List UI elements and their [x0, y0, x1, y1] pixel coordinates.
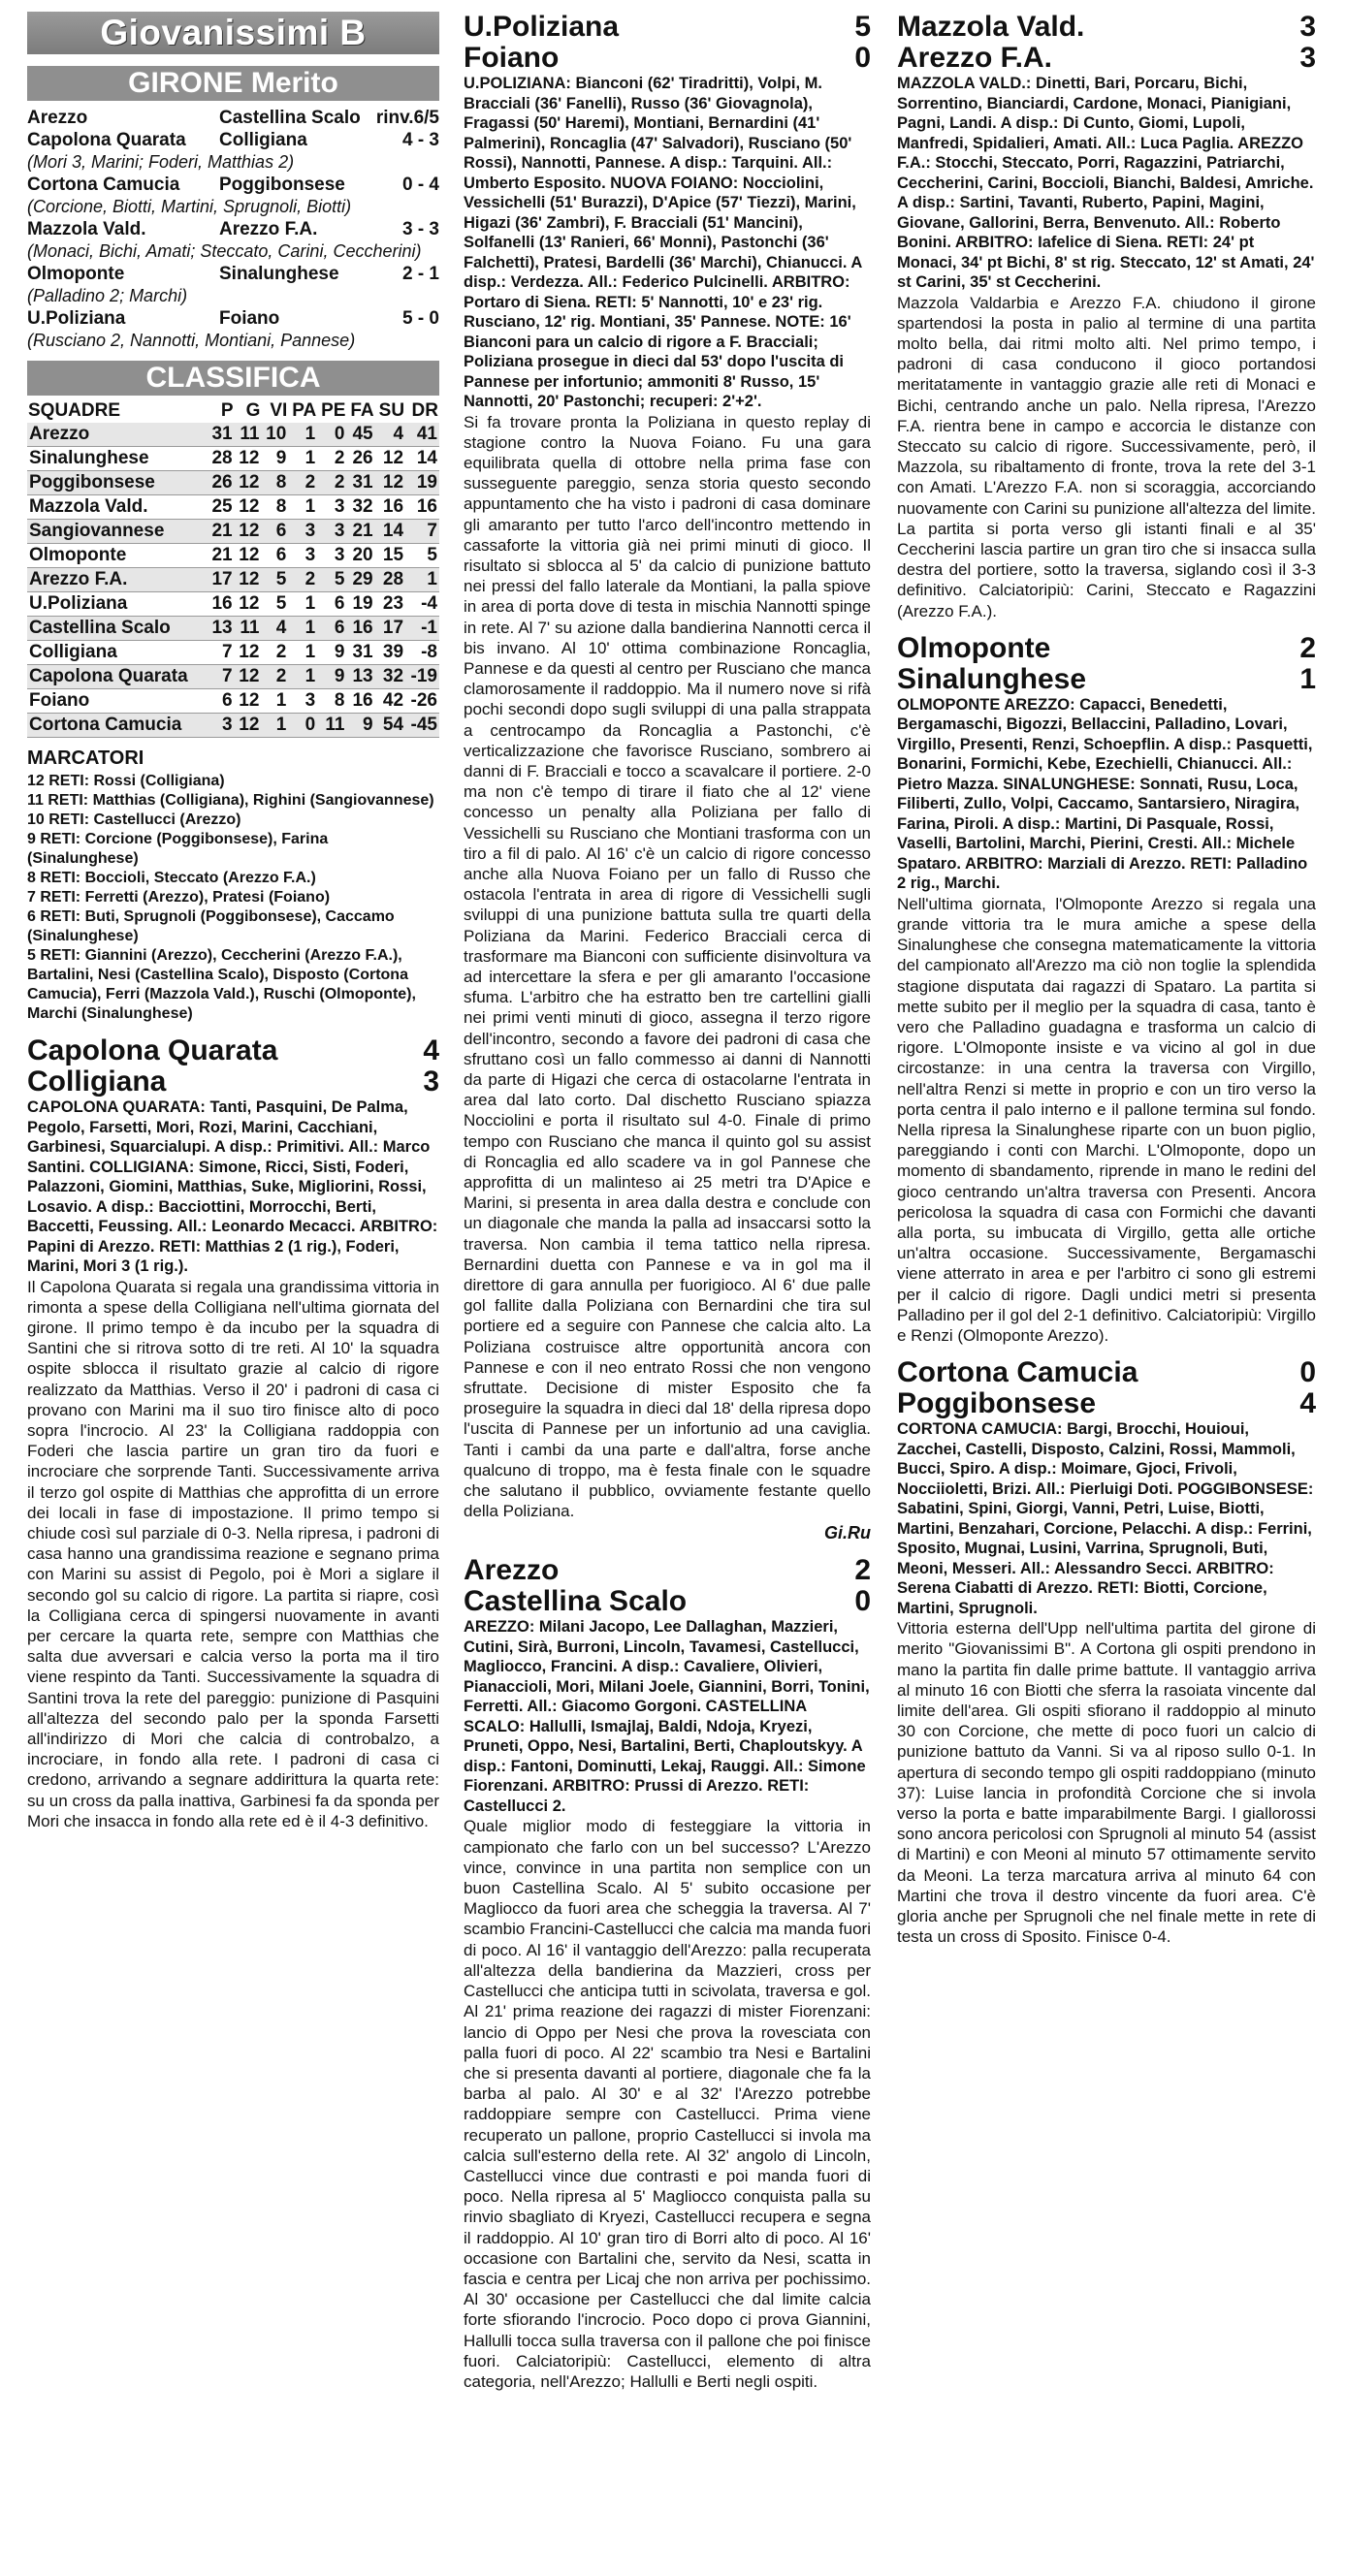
standings-value: 13	[208, 617, 235, 641]
standings-value: 11	[235, 423, 262, 447]
scorer-line	[27, 869, 439, 888]
standings-value: 3	[317, 495, 346, 520]
result-row	[27, 129, 439, 151]
column-middle	[464, 0, 871, 2392]
scorer-names: Giannini (Arezzo), Ceccherini (Arezzo F.A.), Bartalini, Nesi (Castellina Scalo), Disposto (Cortona Camucia), Ferri (Mazzola Vald.), Ruschi (Olmoponte), Marchi (Sinalunghese)	[27, 947, 416, 1022]
standings-header-cell: SQUADRE	[28, 400, 121, 421]
standings-value: 3	[288, 544, 317, 568]
standings-team: Foiano	[27, 689, 208, 714]
standings-value: 12	[235, 520, 262, 544]
standings-value: 16	[346, 689, 374, 714]
scorer-names: Buti, Sprugnoli (Poggibonsese), Caccamo (Sinalunghese)	[27, 908, 395, 944]
standings-value: 42	[375, 689, 405, 714]
standings-value: 31	[346, 641, 374, 665]
scorer-goals: 7 RETI:	[27, 889, 85, 906]
result-home: Mazzola Vald.	[27, 219, 146, 239]
result-score: 0 - 4	[401, 175, 439, 195]
result-away: Poggibonsese	[219, 175, 345, 195]
match-report: Il Capolona Quarata si regala una grandissima vittoria in rimonta a spese della Colligiana nell'ultima giornata del girone. Il primo tempo è da incubo per la squadra di Santini che si ritrova sotto di tre reti. Al 10' la squadra ospite sblocca il risultato grazie al calcio di rigore realizzato da Matthias. Verso il 20' i padroni di casa ci provano con Marini ma il suo tiro finisce alto di poco sopra l'incrocio. Al 23' la Colligiana raddoppia con Foderi che lascia partire un gran tiro da fuori e incrociare che sorprende Tanti. Successivamente arriva il terzo gol ospite di Matthias che approfitta di un errore dei locali in fase di impostazione. Il primo tempo si chiude così sul parziale di 0-3. Nella ripresa, i padroni di casa hanno una grandissima reazione e segnano prima con Marini su assist di Pegolo, poi è Mori a siglare il secondo gol su calcio di rigore. La partita si riapre, così la Colligiana cerca di spingersi nuovamente in avanti per cercare la quarta rete, sempre con Matthias che salta due avversari e calcia verso la porta ma il tiro viene respinto da Tanti. Successivamente la squadra di Santini trova la rete del pareggio: punizione di Pasquini all'altezza del secondo palo per la sponda Farsetti all'indirizzo di Mori che calcia di controbalzo, a incrociare, in fondo alla rete. I padroni di casa ci credono, arrivando a segnare addirittura la quarta rete: su un cross da palla inattiva, Garbinesi fa da sponda per Mori che insacca in fondo alla rete ed è il 4-3 definitivo.	[27, 1277, 439, 1830]
standings-row	[27, 447, 439, 471]
standings-value: 16	[405, 495, 439, 520]
standings-value: 3	[288, 689, 317, 714]
standings-value: 32	[346, 495, 374, 520]
standings-value: 12	[235, 641, 262, 665]
standings-value: 13	[346, 665, 374, 689]
standings-value: 25	[208, 495, 235, 520]
match-lineups: MAZZOLA VALD.: Dinetti, Bari, Porcaru, Bichi, Sorrentino, Bianciardi, Cardone, Monaci, Pianigiani, Pagni, Landi. A disp.: Di Cunto, Giomi, Lupoli, Manfredi, Spidalieri, Amati. All.: Luca Paglia. AREZZO F.A.: Stocchi, Steccato, Porri, Ragazzini, Patriarchi, Ceccherini, Carini, Boccioli, Bianchi, Baldesi, Amriche. A disp.: Sartini, Tavanti, Ruberto, Papini, Magini, Giovane, Gallorini, Berra, Benvenuto. All.: Roberto Bonini. ARBITRO: Iafelice di Siena. RETI: 24' pt Monaci, 34' pt Bichi, 8' st rig. Steccato, 12' st Amati, 24' st Carini, 35' st Ceccherini.	[897, 75, 1315, 291]
result-score: 5 - 0	[401, 308, 439, 329]
standings-value: -19	[405, 665, 439, 689]
standings-team: Cortona Camucia	[27, 714, 208, 738]
standings-header-cell: PE	[321, 400, 346, 421]
scorer-goals: 6 RETI:	[27, 908, 85, 925]
result-away: Castellina Scalo	[219, 108, 361, 128]
standings-value: 3	[317, 520, 346, 544]
match-report: Nell'ultima giornata, l'Olmoponte Arezzo si regala una grande vittoria tra le mura amiche a spese della Sinalunghese che consegna matematicamente la vittoria del campionato all'Arezzo ma ciò non toglie la splendida stagione disputata dai ragazzi di Spataro. La partita si mette subito per il meglio per la squadra di casa, tanto è vero che Palladino guadagna e trasforma un calcio di rigore. L'Olmoponte insiste e va vicino al gol in due circostanze: in una centra la traversa con Virgillo, nell'altra Renzi si mette in proprio e con un tiro verso la porta centra il palo interno e il pallone termina sul fondo. Nella ripresa la Sinalunghese riparte con un buon piglio, pareggiando i conti con Marchi. L'Olmoponte, dopo un momento di sbandamento, riprende in mano le redini del gioco centrando un'altra traversa con Presenti. Ancora pericolosa la squadra di casa con Formichi che davanti alla porta, su imbucata di Virgillo, getta alle ortiche un'altra occasione. Successivamente, Bergamaschi viene atterrato in area e per l'arbitro ci sono gli estremi per il calcio di rigore. Dagli undici metri si presenta Palladino per il gol del 2-1 definitivo. Calciatoripiù: Virgillo e Renzi (Olmoponte Arezzo).	[897, 894, 1316, 1346]
away-team: Poggibonsese	[897, 1387, 1097, 1420]
marcatori-title: MARCATORI	[27, 747, 144, 769]
result-score: rinv.6/5	[375, 108, 439, 128]
result-home: Olmoponte	[27, 264, 125, 284]
standings-value: 9	[317, 641, 346, 665]
standings-value: -45	[405, 714, 439, 738]
standings-value: -8	[405, 641, 439, 665]
scorer-line	[27, 888, 439, 907]
away-team: Sinalunghese	[897, 662, 1087, 695]
match-header	[27, 1066, 439, 1097]
match-header	[897, 1357, 1316, 1388]
standings-value: 1	[405, 568, 439, 592]
standings-value: 4	[261, 617, 288, 641]
result-home: Cortona Camucia	[27, 175, 180, 195]
standings-value: 21	[346, 520, 374, 544]
standings-value: 4	[375, 423, 405, 447]
standings-value: 19	[405, 471, 439, 495]
standings-value: 31	[208, 423, 235, 447]
standings-team: Arezzo	[27, 423, 208, 447]
standings-value: 54	[375, 714, 405, 738]
away-score: 3	[1299, 42, 1316, 74]
standings-value: 31	[346, 471, 374, 495]
standings-value: 3	[317, 544, 346, 568]
standings-value: 1	[288, 447, 317, 471]
match-header	[897, 12, 1316, 43]
standings-value: 6	[208, 689, 235, 714]
standings-value: 2	[317, 447, 346, 471]
column-left	[27, 0, 439, 1831]
standings-value: 21	[208, 544, 235, 568]
standings-body	[27, 423, 439, 738]
standings-table	[27, 399, 439, 738]
standings-value: 8	[317, 689, 346, 714]
standings-header-cell: FA	[350, 400, 374, 421]
scorer-names: Rossi (Colligiana)	[93, 773, 225, 789]
standings-team: Mazzola Vald.	[27, 495, 208, 520]
standings-row	[27, 714, 439, 738]
home-score: 3	[1299, 11, 1316, 43]
standings-value: 7	[405, 520, 439, 544]
standings-team: Olmoponte	[27, 544, 208, 568]
standings-value: 3	[288, 520, 317, 544]
standings-value: 16	[346, 617, 374, 641]
standings-value: 29	[346, 568, 374, 592]
home-score: 5	[854, 11, 871, 43]
match-lineups: CAPOLONA QUARATA: Tanti, Pasquini, De Palma, Pegolo, Farsetti, Mori, Rozi, Marini, Cacchiani, Garbinesi, Squarcialupi. A disp.: Primitivi. All.: Marco Santini. COLLIGIANA: Simone, Ricci, Sisti, Foderi, Palazzoni, Giomini, Matthias, Suke, Migliorini, Rossi, Losavio. A disp.: Bacciottini, Morrocchi, Berti, Baccetti, Feussing. All.: Leonardo Mecacci. ARBITRO: Papini di Arezzo. RETI: Matthias 2 (1 rig.), Foderi, Marini, Mori 3 (1 rig.).	[27, 1098, 438, 1275]
result-row	[27, 263, 439, 285]
match-header	[464, 12, 871, 43]
home-team: Cortona Camucia	[897, 1356, 1138, 1389]
standings-value: 32	[375, 665, 405, 689]
standings-value: 2	[288, 471, 317, 495]
standings-value: 39	[375, 641, 405, 665]
standings-value: 11	[235, 617, 262, 641]
standings-row	[27, 689, 439, 714]
standings-team: Sangiovannese	[27, 520, 208, 544]
result-scorers: (Mori 3, Marini; Foderi, Matthias 2)	[27, 152, 295, 172]
scorer-line	[27, 791, 439, 811]
standings-row	[27, 423, 439, 447]
match-report: Si fa trovare pronta la Poliziana in questo replay di stagione contro la Nuova Foiano. Fu una gara equilibrata quella di ottobre nella prima fase con susseguente pareggio, senza storia questo secondo appuntamento che ha visto i padroni di casa dominare gli amaranto per tutto l'arco dell'incontro mettendo in cassaforte la vittoria già nei primi minuti di gioco. Il risultato si sblocca al 5' da calcio di punizione battuto nei pressi del fallo laterale da Montiani, la palla spiove in area di porta dove di testa in mischia Nannotti spinge in rete. Al 7' su azione dalla bandierina Nannotti cerca il bis invano. Al 10' ottima combinazione Roncaglia, Pannese e da questi al centro per Rusciano che manca clamorosamente il raddoppio. Ma il numero nove si rifà pochi secondi dopo sugli sviluppi di una palla strappata a centrocampo da Roncaglia a Pastonchi, c'è verticalizzazione che favorisce Rusciano, sombrero ai danni di F. Bracciali e tocco a scavalcare il portiere. 2-0 ma non c'è tempo di tirare il fiato che al 12' viene concesso un penalty alla Poliziana per fallo di Vessichelli su Rusciano che Montiani trasforma con un tiro a fil di palo. Al 16' c'è un calcio di rigore concesso anche alla Nuova Foiano per un fallo di Russo che ostacola l'entrata in area di rigore di Vessichelli sugli sviluppi di una punizione battuta sulla tre quarti della Poliziana da Marini. Federico Bracciali cerca di trasformare ma Bianconi con sufficiente disinvoltura va ad intercettare la sfera e per gli amaranto l'occasione sfuma. L'arbitro che ha estratto ben tre cartellini gialli nei primi venti minuti di gioco, assegna il terzo rigore dell'incontro, secondo a favore dei padroni di casa che sfruttano così un fallo commesso ai danni di Nannotti da parte di Higazi che cerca di ostacolarne l'entrata in area dal lato corto. Dal dischetto Rusciano spiazza Nocciolini e porta il risultato sul 4-0. Finale di primo tempo con Rusciano che manca il quinto gol su assist di Roncaglia ed allo scadere va in gol Pannese che approfitta di un malinteso ai 25 metri tra D'Apice e Marini, si presenta in area dalla destra e conclude con un diagonale che manda la palla ad insaccarsi sotto la traversa. Non cambia il tema tattico nella ripresa. Bernardini duetta con Pannese e va in gol ma il direttore di gara annulla per fuorigioco. Al 6' due palle gol fallite dalla Poliziana con Bernardini che tira sul portiere ed a seguire con Pannese che calcia alto. La Poliziana costruisce altre opportunità ancora con Pannese e con il neo entrato Rossi che non vengono sfruttate. Decisione di mister Esposito che fa proseguire la squadra in dieci dal 18' della ripresa dopo l'uscita di Pannese per un infortunio ad una caviglia. Tanti i cambi da una parte e dall'altra, forse anche qualcuno di troppo, ma è festa finale con le squadre che salutano il pubblico, ovviamente festante quello della Poliziana.	[464, 412, 871, 1521]
scorers-list	[27, 772, 439, 1024]
result-score: 3 - 3	[401, 219, 439, 239]
away-team: Foiano	[464, 42, 560, 74]
standings-value: 12	[235, 592, 262, 617]
standings-row	[27, 665, 439, 689]
scorer-goals: 9 RETI:	[27, 831, 85, 847]
home-score: 0	[1299, 1356, 1316, 1389]
result-away: Colligiana	[219, 130, 307, 150]
result-score: 4 - 3	[401, 130, 439, 150]
standings-value: 21	[208, 520, 235, 544]
away-score: 1	[1299, 662, 1316, 695]
home-score: 4	[423, 1034, 439, 1066]
scorer-goals: 11 RETI:	[27, 792, 93, 809]
away-score: 4	[1299, 1387, 1316, 1420]
result-away: Arezzo F.A.	[219, 219, 318, 239]
match-lineups: AREZZO: Milani Jacopo, Lee Dallaghan, Mazzieri, Cutini, Sirà, Burroni, Lincoln, Tavamesi, Castellucci, Magliocco, Francini. A disp.: Cavaliere, Olivieri, Pianaccioli, Mori, Milani Joele, Giannini, Borri, Tonini, Ferretti. All.: Giacomo Gorgoni. CASTELLINA SCALO: Hallulli, Ismajlaj, Baldi, Ndoja, Kryezi, Pruneti, Oppo, Nesi, Bartalini, Berti, Chaploutskyy. A disp.: Fantoni, Dominutti, Lekaj, Rauggi. All.: Simone Fiorenzani. ARBITRO: Prussi di Arezzo. RETI: Castellucci 2.	[464, 1618, 870, 1815]
author-signature: Gi.Ru	[824, 1523, 871, 1543]
standings-value: 16	[208, 592, 235, 617]
scorer-line	[27, 772, 439, 791]
result-row	[27, 174, 439, 196]
result-scorers: (Monaci, Bichi, Amati; Steccato, Carini, Ceccherini)	[27, 241, 422, 261]
scorer-names: Castellucci (Arezzo)	[93, 811, 241, 828]
standings-team: Colligiana	[27, 641, 208, 665]
standings-team: Poggibonsese	[27, 471, 208, 495]
standings-value: 1	[288, 665, 317, 689]
standings-row	[27, 568, 439, 592]
standings-value: 7	[208, 665, 235, 689]
match-header	[464, 1555, 871, 1586]
standings-value: -4	[405, 592, 439, 617]
standings-value: 41	[405, 423, 439, 447]
match-header	[464, 1586, 871, 1617]
home-score: 2	[854, 1554, 871, 1587]
standings-value: 1	[288, 617, 317, 641]
standings-value: 9	[317, 665, 346, 689]
standings-value: 2	[317, 471, 346, 495]
standings-row	[27, 544, 439, 568]
standings-value: 9	[261, 447, 288, 471]
scorer-goals: 5 RETI:	[27, 947, 85, 964]
match-report: Mazzola Valdarbia e Arezzo F.A. chiudono il girone spartendosi la posta in palio al termine di una partita molto bella, dai ritmi molto alti. Nel primo tempo, i padroni di casa conducono il gioco portandosi meritatamente in vantaggio grazie alle reti di Monaci e Bichi, centrando anche un palo. Nella ripresa, l'Arezzo F.A. rientra bene in campo e accorcia le distanze con Steccato su calcio di rigore. Successivamente, però, il Mazzola, su ribaltamento di fronte, trova la rete del 3-1 con Amati. L'Arezzo F.A. non si scoraggia, accorciando nuovamente con Carini su punizione all'altezza del limite. La partita si porta verso gli istanti finali e al 35' Ceccherini lascia partire un gran tiro che si insacca sulla destra del portiere, sotto la traversa, siglando così il 3-3 definitivo. Calciatoripiù: Carini, Steccato e Ragazzini (Arezzo F.A.).	[897, 293, 1316, 620]
scorer-line	[27, 907, 439, 946]
standings-value: 2	[261, 665, 288, 689]
home-team: Olmoponte	[897, 631, 1051, 664]
standings-row	[27, 641, 439, 665]
match-header	[897, 664, 1316, 695]
standings-value: 1	[288, 495, 317, 520]
standings-header-cell: PA	[292, 400, 317, 421]
standings-value: 20	[346, 544, 374, 568]
standings-value: 12	[235, 447, 262, 471]
match-report: Quale miglior modo di festeggiare la vittoria in campionato che farlo con un bel successo? L'Arezzo vince, convince in una partita non semplice con un buon Castellina Scalo. Al 5' subito occasione per Magliocco da fuori area che scheggia la traversa. Al 7' scambio Francini-Castellucci che calcia ma manda fuori di poco. Al 16' il vantaggio dell'Arezzo: palla recuperata all'altezza della bandierina da Mazzieri, cross per Castellucci che anticipa tutti in scivolata, traversa e gol. Al 21' prima reazione dei ragazzi di mister Fiorenzani: lancio di Oppo per Nesi che prova la rovesciata con palla fuori di poco. Al 22' scambio tra Nesi e Bartalini che si presenta davanti al portiere, diagonale che fa la barba al palo. Al 30' e al 32' l'Arezzo potrebbe raddoppiare sempre con Castellucci. Prima viene recuperato un pallone, proprio Castellucci si invola ma calcia sull'esterno della rete. Al 32' angolo di Lincoln, Castellucci vince due contrasti e poi manda fuori di poco. Nella ripresa al 5' Magliocco conquista palla su rinvio sbagliato di Kryezi, Castellucci recupera e segna il raddoppio. Al 10' gran tiro di Borri alto di poco. Al 16' occasione con Bartalini che, servito da Nesi, scatta in fascia e centra per Licaj che non arriva per pochissimo. Al 30' occasione per Castellucci che dal limite calcia forte sfiorando l'incrocio. Poco dopo ci prova Giannini, Hallulli tocca sulla traversa con il pallone che poi finisce fuori. Calciatoripiù: Castellucci, elemento di altra categoria, nell'Arezzo; Hallulli e Berti negli ospiti.	[464, 1817, 871, 2391]
standings-value: 17	[375, 617, 405, 641]
standings-value: 1	[288, 423, 317, 447]
standings-value: 10	[261, 423, 288, 447]
home-team: Mazzola Vald.	[897, 11, 1085, 43]
away-score: 3	[423, 1065, 439, 1097]
standings-value: 8	[261, 495, 288, 520]
standings-value: 23	[375, 592, 405, 617]
result-away: Sinalunghese	[219, 264, 339, 284]
standings-value: -1	[405, 617, 439, 641]
standings-row	[27, 592, 439, 617]
standings-value: 0	[317, 423, 346, 447]
match-header	[897, 1388, 1316, 1419]
standings-value: 6	[261, 520, 288, 544]
standings-header-cell: P	[220, 400, 234, 421]
match-header	[27, 1035, 439, 1066]
standings-value: 2	[288, 568, 317, 592]
scorer-goals: 8 RETI:	[27, 870, 85, 886]
result-row	[27, 307, 439, 330]
scorer-names: Matthias (Colligiana), Righini (Sangiovannese)	[92, 792, 434, 809]
result-home: Arezzo	[27, 108, 88, 128]
match-lineups: OLMOPONTE AREZZO: Capacci, Benedetti, Bergamaschi, Bigozzi, Bellaccini, Palladino, Lovari, Virgillo, Presenti, Renzi, Schoepflin. A disp.: Pasquetti, Bonarini, Formichi, Kebe, Ezechielli, Chianucci. All.: Pietro Mazza. SINALUNGHESE: Sonnati, Rusu, Loca, Filiberti, Zullo, Volpi, Caccamo, Santarsiero, Niragira, Farina, Piroli. A disp.: Martini, Di Pasquale, Rossi, Vaselli, Bartolini, Marchi, Pierini, Cresti. All.: Michele Spataro. ARBITRO: Marziali di Arezzo. RETI: Palladino 2 rig., Marchi.	[897, 695, 1313, 893]
result-row	[27, 218, 439, 240]
standings-value: 12	[235, 568, 262, 592]
standings-value: 12	[235, 471, 262, 495]
standings-value: 5	[261, 568, 288, 592]
standings-value: 12	[235, 544, 262, 568]
standings-value: 19	[346, 592, 374, 617]
result-scorers: (Corcione, Biotti, Martini, Sprugnoli, Biotti)	[27, 197, 352, 216]
match-report: Vittoria esterna dell'Upp nell'ultima partita del girone di merito "Giovanissimi B". A Cortona gli ospiti prendono in mano la partita fin dalle prime battute. Il vantaggio arriva al minuto 16 con Biotti che sferra la rasoiata vincente dal limite dell'area. Gli ospiti sfiorano il raddoppio al minuto 30 con Corcione, che mette di poco fuori un calcio di punizione battuto da Vanni. Si va al riposo sullo 0-1. In apertura di secondo tempo gli ospiti raddoppiano (minuto 37): Luise lancia in profondità Corcione che si invola verso la porta e batte imparabilmente Bargi. I giallorossi sono ancora pericolosi con Sprugnoli al minuto 54 (assist di Martini) e con Meoni al minuto 57 ottimamente servito da Meoni. La terza marcatura arriva al minuto 64 con Martini che trova il destro vincente da fuori area. C'è gloria anche per Sprugnoli che nel finale mette in rete di testa un cross di Sposito. Finisce 0-4.	[897, 1619, 1316, 1947]
standings-row	[27, 520, 439, 544]
home-team: Arezzo	[464, 1554, 560, 1587]
standings-value: 6	[317, 592, 346, 617]
standings-value: 5	[405, 544, 439, 568]
standings-value: 12	[375, 471, 405, 495]
standings-value: 6	[261, 544, 288, 568]
standings-value: -26	[405, 689, 439, 714]
standings-value: 12	[235, 495, 262, 520]
column-right	[897, 0, 1316, 1947]
scorer-line	[27, 830, 439, 869]
standings-value: 5	[317, 568, 346, 592]
scorer-names: Ferretti (Arezzo), Pratesi (Foiano)	[84, 889, 331, 906]
standings-value: 45	[346, 423, 374, 447]
home-team: Capolona Quarata	[27, 1034, 278, 1066]
home-score: 2	[1299, 631, 1316, 664]
scorer-goals: 10 RETI:	[27, 811, 94, 828]
away-score: 0	[854, 42, 871, 74]
standings-value: 12	[235, 665, 262, 689]
match-lineups: CORTONA CAMUCIA: Bargi, Brocchi, Houioui, Zacchei, Castelli, Disposto, Calzini, Rossi, Mammoli, Bucci, Spiro. A disp.: Moimare, Gjoci, Frivoli, Nocciioletti, Brizi. All.: Pierluigi Doti. POGGIBONSESE: Sabatini, Spini, Giorgi, Vanni, Petri, Luise, Biotti, Martini, Benzahari, Corcione, Pelacchi. A disp.: Ferrini, Sposito, Mugnai, Lusini, Varrina, Sprugnoli, Buti, Meoni, Messeri. All.: Alessandro Secci. ARBITRO: Serena Ciabatti di Arezzo. RETI: Biotti, Corcione, Martini, Sprugnoli.	[897, 1420, 1314, 1617]
standings-value: 6	[317, 617, 346, 641]
standings-team: Arezzo F.A.	[27, 568, 208, 592]
standings-value: 28	[375, 568, 405, 592]
standings-value: 26	[346, 447, 374, 471]
standings-value: 1	[261, 689, 288, 714]
standings-value: 14	[405, 447, 439, 471]
standings-value: 16	[375, 495, 405, 520]
page-title: Giovanissimi B	[27, 12, 439, 54]
result-score: 2 - 1	[401, 264, 439, 284]
standings-value: 1	[261, 714, 288, 738]
match-lineups: U.POLIZIANA: Bianconi (62' Tiradritti), Volpi, M. Bracciali (36' Fanelli), Russo (36' Giovagnola), Fragassi (50' Haremi), Montiani, Bernardini (41' Palmerini), Roncaglia (47' Salvadori), Rusciano (50' Rossi), Nannotti, Pannese. A disp.: Tarquini. All.: Umberto Esposito. NUOVA FOIANO: Nocciolini, Vessichelli (51' Burazzi), D'Apice (57' Tiezzi), Marini, Higazi (36' Zambri), F. Bracciali (51' Mancini), Solfanelli (13' Ranieri, 66' Monni), Pastonchi (36' Falchetti), Pratesi, Bardelli (36' Marchi), Chianucci. A disp.: Verdezza. All.: Federico Pulcinelli. ARBITRO: Portaro di Siena. RETI: 5' Nannotti, 10' e 23' rig. Rusciano, 12' rig. Montiani, 35' Pannese. NOTE: 16' Bianconi para un calcio di rigore a F. Bracciali; Poliziana prosegue in dieci dal 53' dopo l'uscita di Pannese per infortunio; ammoniti 8' Russo, 15' Nannotti, 20' Pastonchi; recuperi: 2'+2'.	[464, 75, 862, 410]
standings-value: 17	[208, 568, 235, 592]
standings-header-row	[27, 399, 439, 423]
standings-value: 5	[261, 592, 288, 617]
scorer-names: Corcione (Poggibonsese), Farina (Sinalunghese)	[27, 831, 329, 867]
standings-team: Castellina Scalo	[27, 617, 208, 641]
standings-value: 12	[235, 689, 262, 714]
standings-team: Sinalunghese	[27, 447, 208, 471]
standings-value: 8	[261, 471, 288, 495]
result-scorers: (Palladino 2; Marchi)	[27, 286, 188, 305]
away-team: Colligiana	[27, 1065, 167, 1097]
away-team: Arezzo F.A.	[897, 42, 1053, 74]
standings-header-cell: VI	[270, 400, 288, 421]
girone-banner: GIRONE Merito	[27, 66, 439, 101]
match-header	[897, 633, 1316, 664]
standings-value: 0	[288, 714, 317, 738]
standings-value: 26	[208, 471, 235, 495]
scorer-goals: 12 RETI:	[27, 773, 94, 789]
result-away: Foiano	[219, 308, 280, 329]
standings-value: 1	[288, 641, 317, 665]
standings-value: 14	[375, 520, 405, 544]
standings-value: 12	[235, 714, 262, 738]
standings-value: 12	[375, 447, 405, 471]
standings-value: 7	[208, 641, 235, 665]
standings-row	[27, 617, 439, 641]
standings-header-cell: SU	[378, 400, 405, 421]
standings-value: 9	[346, 714, 374, 738]
standings-value: 2	[261, 641, 288, 665]
standings-row	[27, 471, 439, 495]
standings-header-cell: DR	[411, 400, 438, 421]
standings-team: Capolona Quarata	[27, 665, 208, 689]
standings-value: 15	[375, 544, 405, 568]
away-score: 0	[854, 1585, 871, 1618]
standings-value: 3	[208, 714, 235, 738]
standings-value: 11	[317, 714, 346, 738]
standings-value: 28	[208, 447, 235, 471]
result-home: Capolona Quarata	[27, 130, 186, 150]
standings-value: 1	[288, 592, 317, 617]
away-team: Castellina Scalo	[464, 1585, 688, 1618]
result-row	[27, 107, 439, 129]
classifica-banner: CLASSIFICA	[27, 361, 439, 396]
scorer-names: Boccioli, Steccato (Arezzo F.A.)	[84, 870, 316, 886]
standings-row	[27, 495, 439, 520]
result-home: U.Poliziana	[27, 308, 126, 329]
match-header	[464, 43, 871, 74]
scorer-line	[27, 946, 439, 1024]
result-scorers: (Rusciano 2, Nannotti, Montiani, Pannese)	[27, 331, 356, 350]
home-team: U.Poliziana	[464, 11, 620, 43]
standings-header-cell: G	[245, 400, 261, 421]
results-list	[27, 107, 439, 351]
scorer-line	[27, 811, 439, 830]
match-header	[897, 43, 1316, 74]
standings-team: U.Poliziana	[27, 592, 208, 617]
